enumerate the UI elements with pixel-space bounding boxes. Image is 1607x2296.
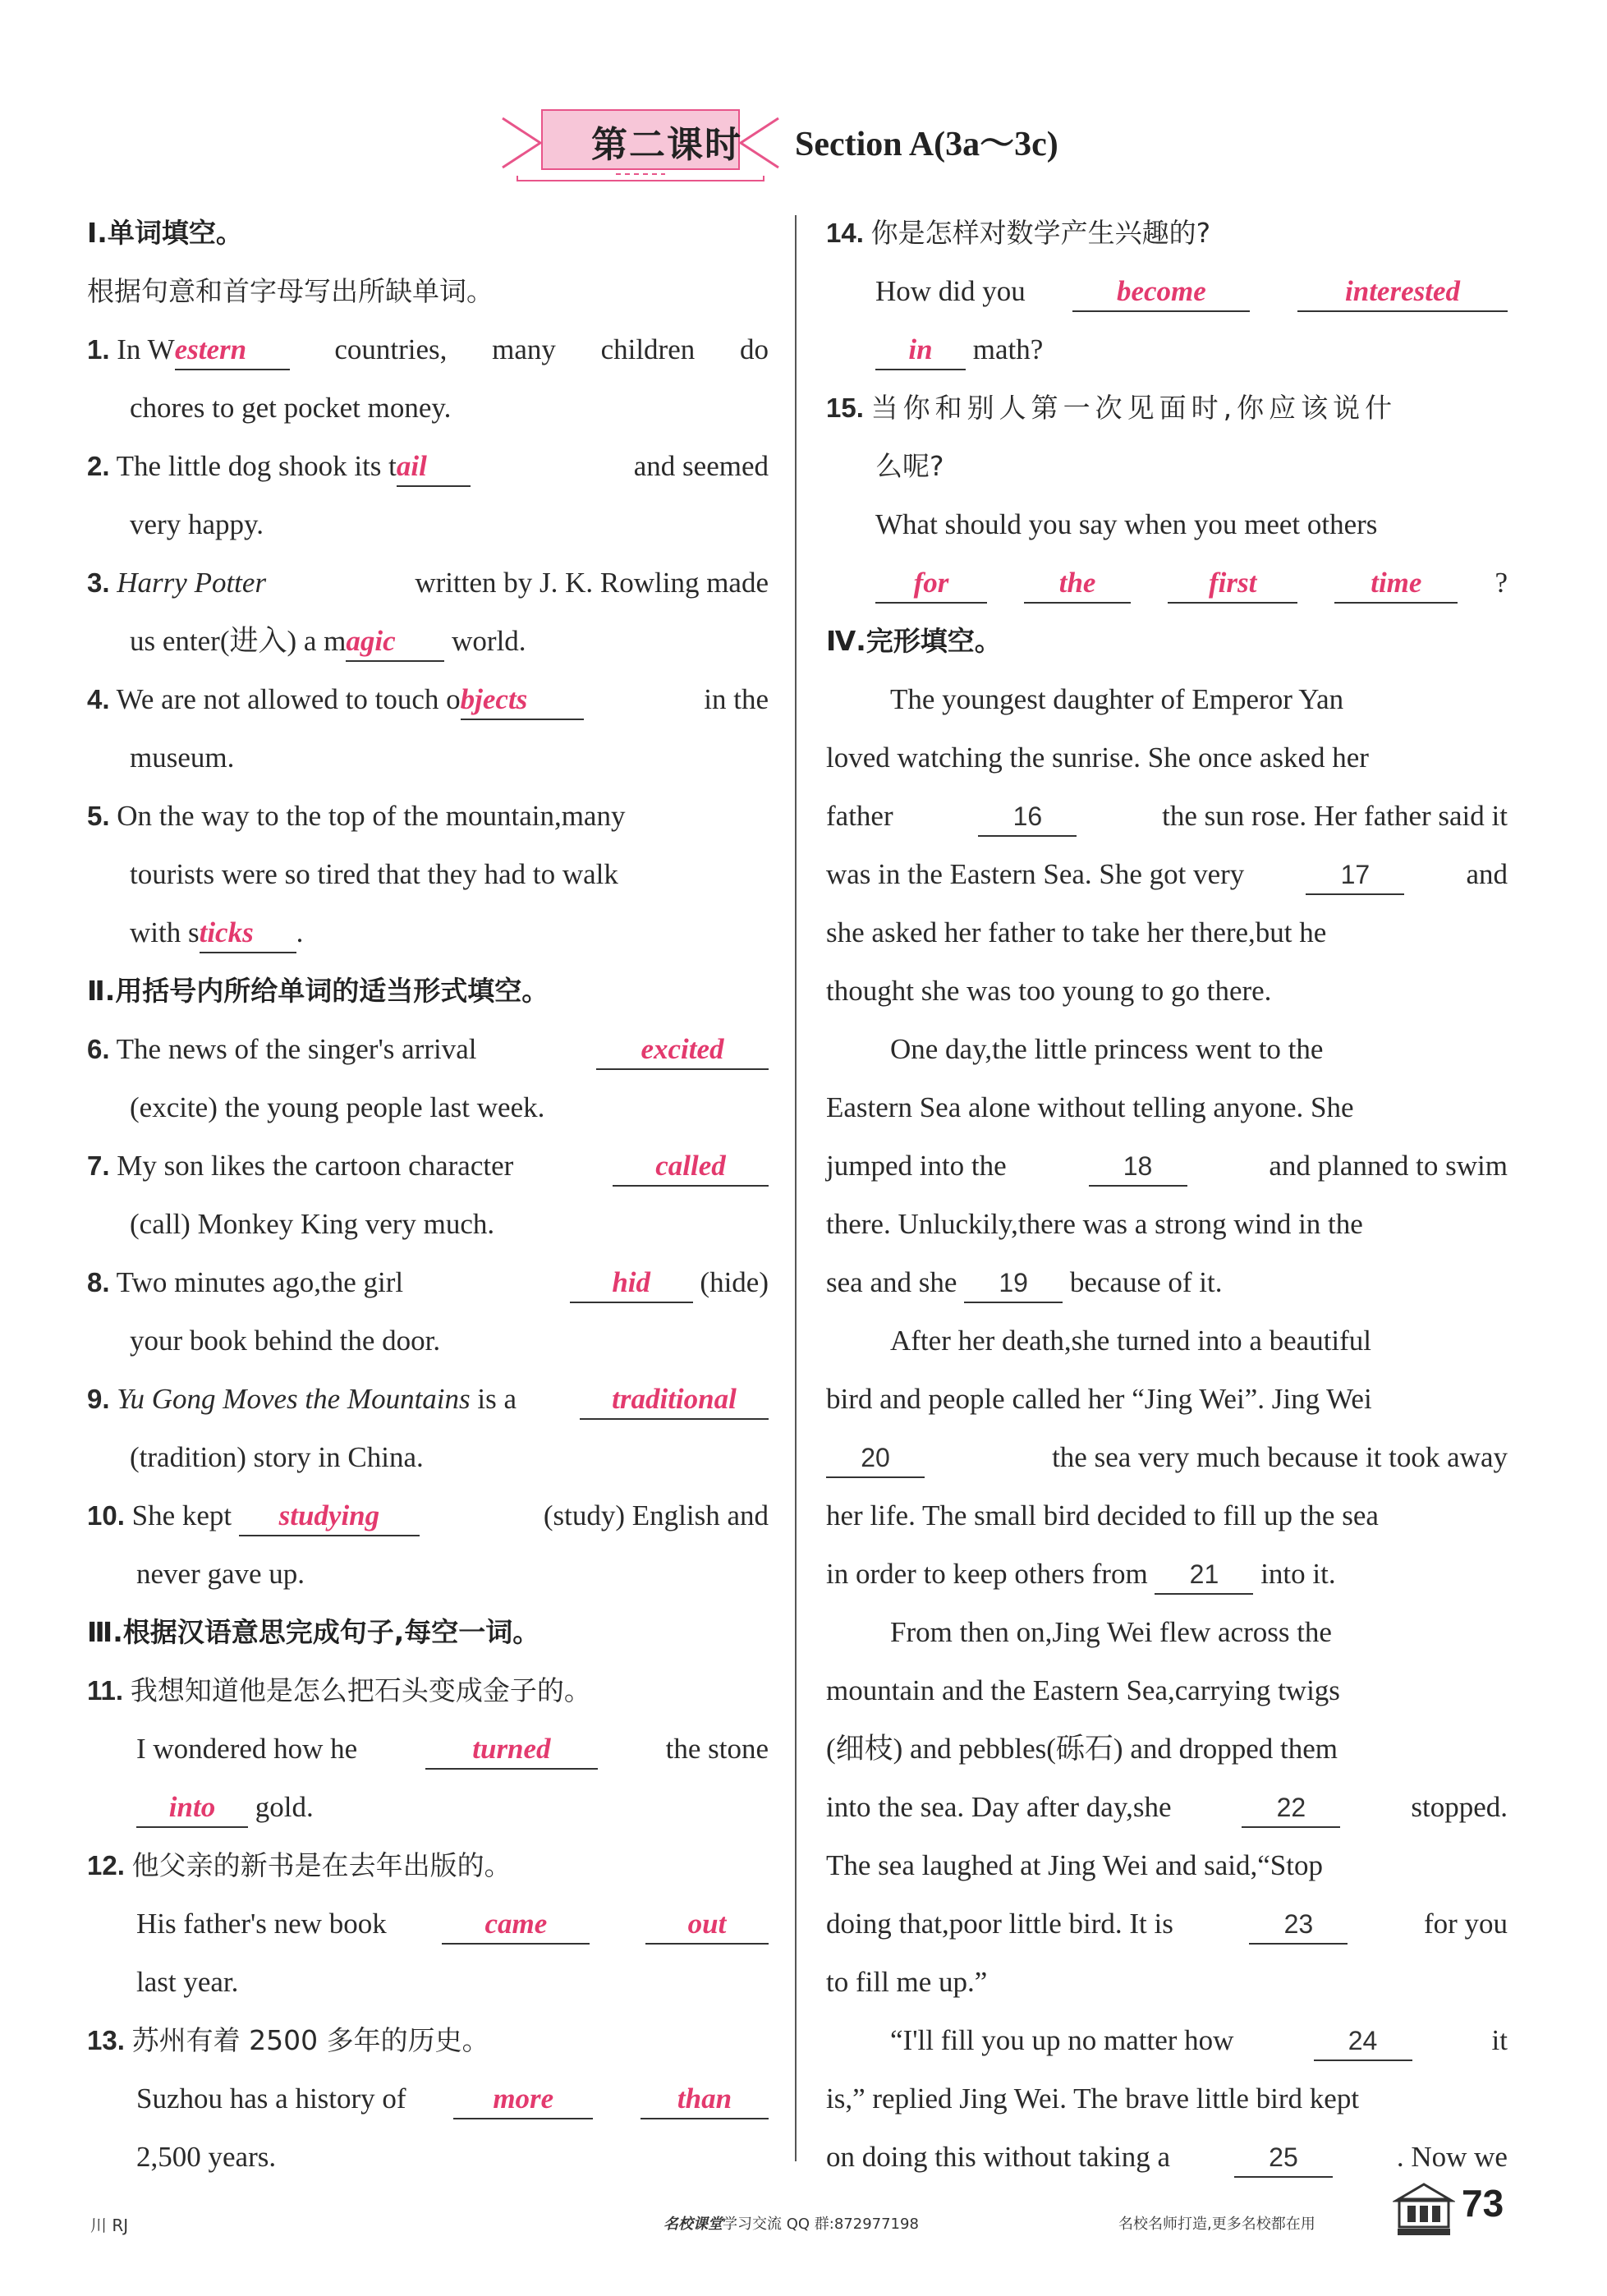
question-8: 8. Two minutes ago,the girl hid (hide) [87,1253,769,1311]
passage-line: thought she was too young to go there. [826,975,1272,1007]
cloze-blank-20[interactable]: 20 [826,1439,925,1478]
cloze-blank-18[interactable]: 18 [1089,1147,1187,1187]
answer-blank[interactable]: ail [397,448,471,487]
question-15-prompt: What should you say when you meet others [875,508,1378,540]
question-8-cont: your book behind the door. [130,1325,441,1357]
question-3: 3. Harry Potter written by J. K. Rowling made [87,567,769,599]
cloze-blank-16[interactable]: 16 [978,797,1077,837]
answer-blank[interactable]: called [613,1147,769,1187]
question-7-cont: (call) Monkey King very much. [130,1208,495,1240]
question-14-answer: How did you become interested [826,262,1508,320]
answer-blank[interactable]: out [645,1905,769,1945]
question-6: 6. The news of the singer's arrival excited [87,1020,769,1078]
passage-line: she asked her father to take her there,but he [826,916,1327,948]
question-15: 15. 当你和别人第一次见面时,你应该说什 [826,392,1398,424]
passage-line: is,” replied Jing Wei. The brave little bird kept [826,2082,1360,2115]
question-12-answer: His father's new book came out [87,1894,769,1953]
question-13: 13. 苏州有着 2500 多年的历史。 [87,2024,489,2056]
question-13-cont: 2,500 years. [136,2141,277,2173]
passage-line: was in the Eastern Sea. She got very 17 and [826,845,1508,903]
answer-blank[interactable]: came [442,1905,590,1945]
answer-blank[interactable]: ticks [200,914,296,953]
answer-blank[interactable]: hid [570,1264,693,1303]
question-2: 2. The little dog shook its tail and seemed [87,437,769,495]
question-10-cont: never gave up. [136,1558,305,1590]
answer-blank[interactable]: estern [175,331,290,370]
section-2-heading: Ⅱ.用括号内所给单词的适当形式填空。 [87,975,549,1007]
lesson-title: 第二课时 [591,124,742,166]
question-5-cont2: with sticks . [87,903,769,962]
left-column [87,204,769,2186]
footer-brand: 名校课堂 [663,2216,723,2233]
question-9-cont: (tradition) story in China. [130,1441,424,1473]
answer-blank[interactable]: more [453,2080,593,2119]
passage-line: her life. The small bird decided to fill up the sea [826,1499,1379,1531]
passage-line: The youngest daughter of Emperor Yan [890,683,1344,715]
section-title: Section A(3a～3c) [795,126,1058,163]
passage-line: 20 the sea very much because it took away [826,1428,1508,1486]
passage-line: The sea laughed at Jing Wei and said,“Stop [826,1849,1323,1881]
section-1-instruction: 根据句意和首字母写出所缺单词。 [87,275,494,307]
question-3-cont: us enter(进入) a magic world. [87,612,769,670]
answer-blank[interactable]: into [136,1789,248,1828]
passage-line: in order to keep others from 21 into it. [826,1545,1508,1603]
answer-blank[interactable]: for [875,564,987,604]
footer-edition: 川 RJ [90,2216,129,2235]
question-4-cont: museum. [130,742,235,774]
column-divider [795,215,797,2161]
passage-line: “I'll fill you up no matter how 24 it [826,2011,1508,2069]
answer-blank[interactable]: in [875,331,966,370]
question-7: 7. My son likes the cartoon character called [87,1137,769,1195]
question-14: 14. 你是怎样对数学产生兴趣的? [826,217,1211,249]
question-11: 11. 我想知道他是怎么把石头变成金子的。 [87,1674,591,1706]
answer-blank[interactable]: excited [596,1031,769,1070]
question-10: 10. She kept studying (study) English and [87,1486,769,1545]
answer-blank[interactable]: traditional [580,1380,769,1420]
passage-line: to fill me up.” [826,1966,988,1998]
answer-blank[interactable]: first [1168,564,1297,604]
lesson-header [493,105,1117,184]
question-2-cont: very happy. [130,508,264,540]
cloze-blank-23[interactable]: 23 [1249,1905,1348,1945]
footer-slogan: 名校名师打造,更多名校都在用 [1118,2216,1315,2233]
right-column [826,204,1508,2186]
passage-line: on doing this without taking a 25 . Now we [826,2128,1508,2186]
question-14-cont: in math? [826,320,1508,379]
passage-line: doing that,poor little bird. It is 23 for you [826,1894,1508,1953]
question-1: 1. In Western countries, many children do [87,320,769,379]
answer-blank[interactable]: studying [239,1497,420,1536]
cloze-blank-22[interactable]: 22 [1242,1789,1340,1828]
question-5-cont: tourists were so tired that they had to walk [130,858,618,890]
question-4: 4. We are not allowed to touch objects in the [87,670,769,728]
cloze-blank-19[interactable]: 19 [964,1264,1063,1303]
question-13-answer: Suzhou has a history of more than [87,2069,769,2128]
answer-blank[interactable]: the [1024,564,1131,604]
passage-line: there. Unluckily,there was a strong wind in the [826,1208,1363,1240]
answer-blank[interactable]: time [1334,564,1458,604]
passage-line: One day,the little princess went to the [890,1033,1324,1065]
question-number: 1. [87,334,110,365]
answer-blank[interactable]: interested [1297,273,1508,312]
cloze-blank-17[interactable]: 17 [1306,856,1404,895]
question-15-answer: for the first time ? [826,553,1508,612]
question-12-cont: last year. [136,1966,239,1998]
passage-line: After her death,she turned into a beautiful [890,1325,1372,1357]
question-6-cont: (excite) the young people last week. [130,1091,545,1123]
page-number: 73 [1462,2182,1504,2225]
question-9: 9. Yu Gong Moves the Mountains is a traditional [87,1370,769,1428]
passage-line: father 16 the sun rose. Her father said it [826,787,1508,845]
cloze-blank-24[interactable]: 24 [1314,2022,1412,2061]
cloze-blank-25[interactable]: 25 [1234,2138,1333,2178]
section-4-heading: Ⅳ.完形填空。 [826,625,1002,657]
question-12: 12. 他父亲的新书是在去年出版的。 [87,1849,512,1881]
passage-line: loved watching the sunrise. She once asked her [826,742,1369,774]
question-1-cont: chores to get pocket money. [130,392,452,424]
footer-group: 名校课堂学习交流 QQ 群:872977198 [663,2216,919,2233]
question-11-answer: I wondered how he turned the stone [87,1720,769,1778]
section-1-heading: Ⅰ.单词填空。 [87,217,243,249]
answer-blank[interactable]: become [1072,273,1250,312]
question-15-cn-cont: 么呢? [875,450,944,482]
question-11-cont: into gold. [87,1778,769,1836]
passage-line: mountain and the Eastern Sea,carrying twigs [826,1674,1340,1706]
cloze-blank-21[interactable]: 21 [1155,1555,1253,1595]
passage-line: sea and she 19 because of it. [826,1253,1508,1311]
passage-line: From then on,Jing Wei flew across the [890,1616,1332,1648]
section-3-heading: Ⅲ.根据汉语意思完成句子,每空一词。 [87,1616,540,1648]
publisher-logo-icon [1393,2181,1455,2239]
passage-line: (细枝) and pebbles(砾石) and dropped them [826,1733,1338,1765]
answer-blank[interactable]: agic [346,622,444,662]
passage-line: jumped into the 18 and planned to swim [826,1137,1508,1195]
passage-line: into the sea. Day after day,she 22 stopped. [826,1778,1508,1836]
passage-line: bird and people called her “Jing Wei”. Jing Wei [826,1383,1372,1415]
cloze-passage [826,670,1508,2186]
passage-line: Eastern Sea alone without telling anyone. She [826,1091,1354,1123]
answer-blank[interactable]: than [641,2080,769,2119]
answer-blank[interactable]: turned [425,1730,598,1770]
question-5: 5. On the way to the top of the mountain,many [87,800,626,832]
answer-blank[interactable]: bjects [461,681,584,720]
